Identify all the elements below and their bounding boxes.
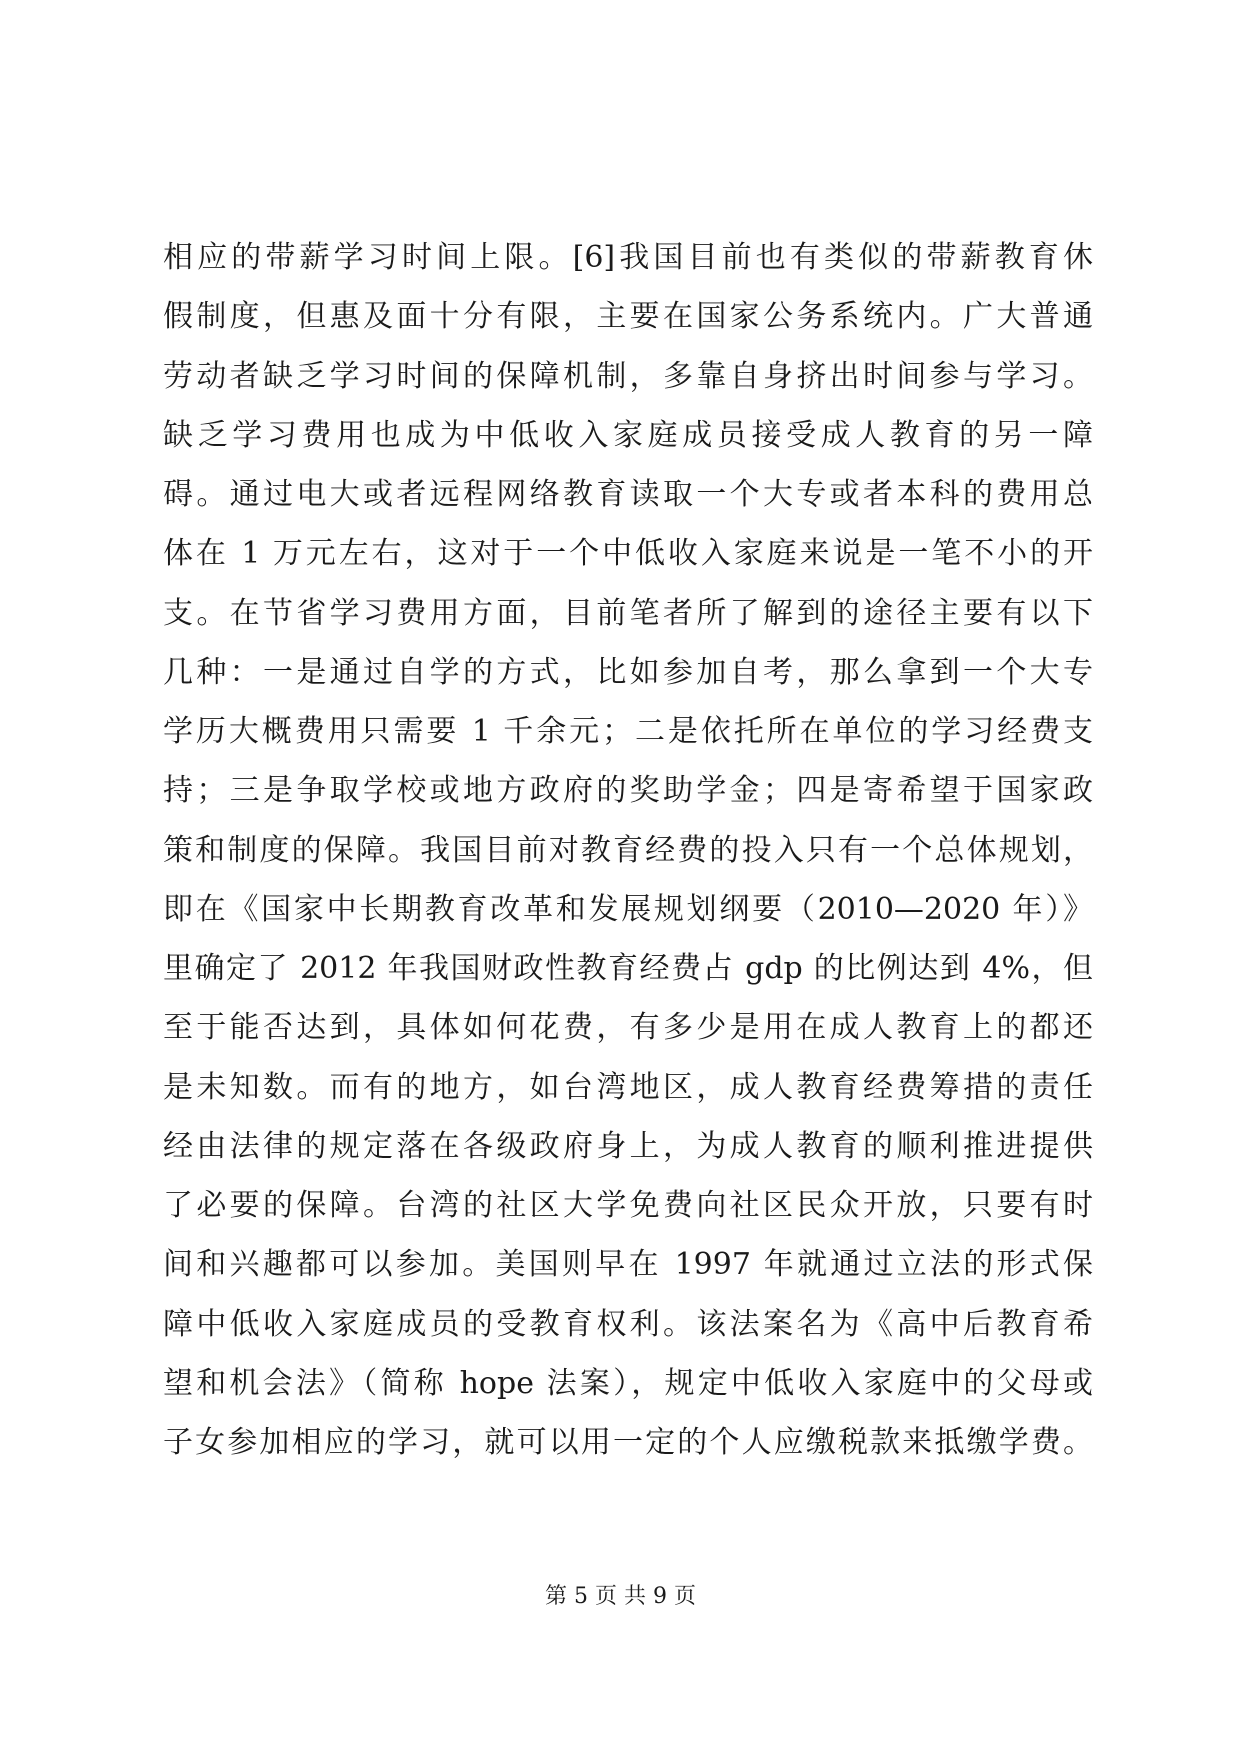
text-line: 至于能否达到，具体如何花费，有多少是用在成人教育上的都还 bbox=[163, 1010, 1093, 1046]
text-line: 望和机会法》（简称 hope 法案），规定中低收入家庭中的父母或 bbox=[163, 1365, 1093, 1401]
text-line: 策和制度的保障。我国目前对教育经费的投入只有一个总体规划， bbox=[163, 832, 1093, 868]
text-line: 劳动者缺乏学习时间的保障机制，多靠自身挤出时间参与学习。 bbox=[163, 358, 1093, 394]
text-line: 了必要的保障。台湾的社区大学免费向社区民众开放，只要有时 bbox=[163, 1188, 1093, 1223]
text-line: 间和兴趣都可以参加。美国则早在 1997 年就通过立法的形式保 bbox=[163, 1247, 1093, 1283]
text-line: 碍。通过电大或者远程网络教育读取一个大专或者本科的费用总 bbox=[163, 477, 1093, 512]
text-line: 缺乏学习费用也成为中低收入家庭成员接受成人教育的另一障 bbox=[163, 417, 1093, 453]
text-line: 几种：一是通过自学的方式，比如参加自考，那么拿到一个大专 bbox=[163, 654, 1093, 690]
text-line: 支。在节省学习费用方面，目前笔者所了解到的途径主要有以下 bbox=[163, 595, 1093, 631]
text-line: 相应的带薪学习时间上限。[6]我国目前也有类似的带薪教育休 bbox=[163, 240, 1093, 275]
text-line: 学历大概费用只需要 1 千余元；二是依托所在单位的学习经费支 bbox=[163, 714, 1093, 749]
page-number-footer: 第 5 页 共 9 页 bbox=[545, 1584, 696, 1609]
text-line: 持；三是争取学校或地方政府的奖助学金；四是寄希望于国家政 bbox=[163, 773, 1093, 809]
text-line: 假制度，但惠及面十分有限，主要在国家公务系统内。广大普通 bbox=[163, 299, 1093, 335]
text-line: 经由法律的规定落在各级政府身上，为成人教育的顺利推进提供 bbox=[163, 1128, 1093, 1164]
text-line: 体在 1 万元左右，这对于一个中低收入家庭来说是一笔不小的开 bbox=[163, 536, 1093, 572]
text-line: 子女参加相应的学习，就可以用一定的个人应缴税款来抵缴学费。 bbox=[163, 1425, 1093, 1460]
text-line: 障中低收入家庭成员的受教育权利。该法案名为《高中后教育希 bbox=[163, 1306, 1093, 1342]
text-line: 里确定了 2012 年我国财政性教育经费占 gdp 的比例达到 4%，但 bbox=[163, 951, 1093, 986]
text-line: 即在《国家中长期教育改革和发展规划纲要（2010—2020 年）》 bbox=[163, 891, 1093, 927]
body-text bbox=[163, 228, 1093, 1472]
text-line: 是未知数。而有的地方，如台湾地区，成人教育经费筹措的责任 bbox=[163, 1069, 1093, 1105]
